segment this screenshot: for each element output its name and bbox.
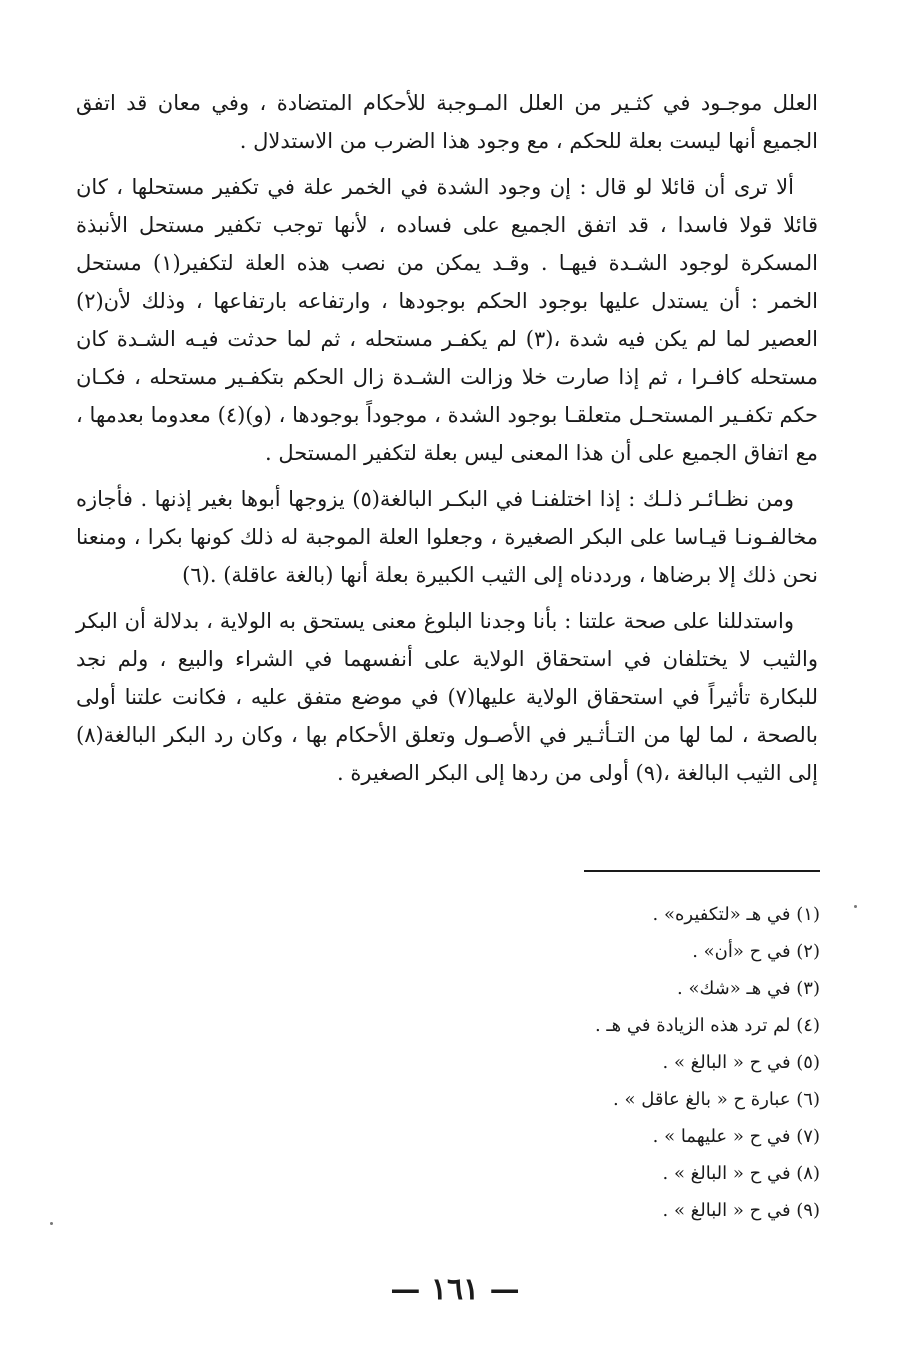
paragraph-2: ألا ترى أن قائلا لو قال : إن وجود الشدة في الخمر علة في تكفير مستحلها ، كان قائلا قولا فاسدا ، قد اتفق الجميع على فساده ، لأنها توجب تكفير مستحل الأنبذة المسكرة لوجود الشـدة فيهـا . وقـد يمكن من نصب هذه العلة لتكفير(١) مستحل الخمر : أن يستدل عليها بوجود الحكم بوجودها ، وارتفاعه بارتفاعها ، وذلك لأن(٢) العصير لما لم يكن فيه شدة ،(٣) لم يكفـر مستحله ، ثم لما حدثت فيـه الشـدة كان مستحله كافـرا ، ثم إذا صارت خلا وزالت الشـدة زال الحكم بتكفـير مستحله ، فكـان حكم تكفـير المستحـل متعلقـا بوجود الشدة ، موجوداً بوجودها ، (و)(٤) معدوما بعدمها ، مع اتفاق الجميع على أن هذا المعنى ليس بعلة لتكفير المستحل . [76,175,819,465]
footnote: (١) في هـ «لتكفيره» . [652,904,820,925]
footnote: (٤) لم ترد هذه الزيادة في هـ . [594,1015,820,1036]
footnote: (٨) في ح « البالغ » . [662,1163,820,1184]
main-text [76,84,818,800]
footnote-separator [584,870,820,872]
footnotes-list [420,896,820,1229]
footnote: (٢) في ح «أن» . [692,941,820,962]
footnote: (٦) عبارة ح « بالغ عاقل » . [613,1089,820,1110]
footnote: (٣) في هـ «شك» . [677,978,820,999]
footnote: (٥) في ح « البالغ » . [662,1052,820,1073]
footnote: (٧) في ح « عليهما » . [652,1126,820,1147]
scan-speck [50,1222,53,1225]
paragraph-3: ومن نظـائـر ذلـك : إذا اختلفنـا في البكـر البالغة(٥) يزوجها أبوها بغير إذنها . فأجازه مخالفـونـا قيـاسا على البكر الصغيرة ، وجعلوا العلة الموجبة له ذلك كونها بكرا ، ومنعنا نحن ذلك إلا برضاها ، ورددناه إلى الثيب الكبيرة بعلة أنها (بالغة عاقلة) .(٦) [76,487,818,587]
footnote: (٩) في ح « البالغ » . [662,1200,820,1221]
scan-speck [854,905,857,908]
paragraph-4: واستدللنا على صحة علتنا : بأنا وجدنا البلوغ معنى يستحق به الولاية ، بدلالة أن البكر والثيب لا يختلفان في استحقاق الولاية على أنفسهما في الشراء والبيع ، ولم نجد للبكارة تأثيراً في استحقاق الولاية عليها(٧) في موضع متفق عليه ، فكانت علتنا أولى بالصحة ، لما لها من التـأثـير في الأصـول وتعلق الأحكام بها ، وكان رد البكر البالغة(٨) إلى الثيب البالغة ،(٩) أولى من ردها إلى البكر الصغيرة . [76,609,818,785]
paragraph-1: العلل موجـود في كثـير من العلل المـوجبة للأحكام المتضادة ، وفي معان قد اتفق الجميع أنها ليست بعلة للحكم ، مع وجود هذا الضرب من الاستدلال . [76,91,818,153]
page-number: — ١٦١ — [390,1272,520,1307]
